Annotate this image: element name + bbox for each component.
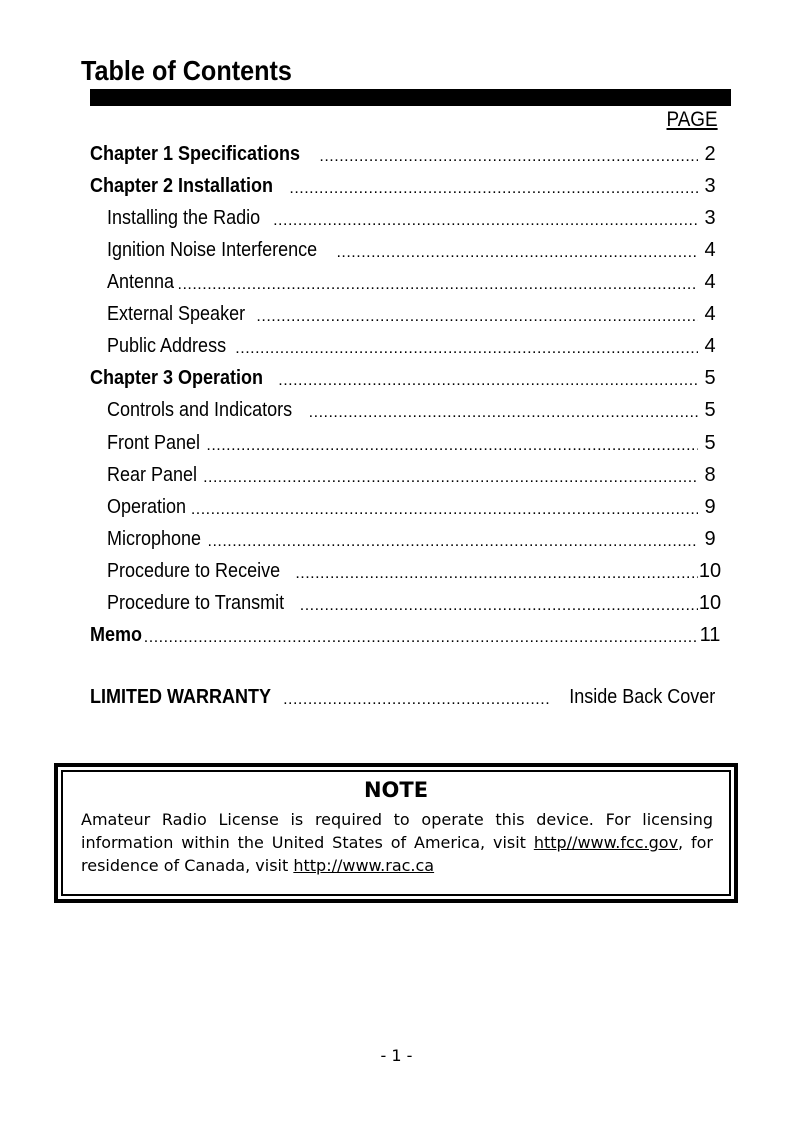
toc-entry-front-panel[interactable] [107,427,716,459]
warranty-label: LIMITED WARRANTY [90,685,271,708]
dot-leader [336,240,698,260]
dot-leader [283,687,549,707]
dot-leader [235,336,698,356]
title-divider-bar [90,89,731,106]
toc-entry-page: 4 [704,334,716,357]
toc-entry-public-address[interactable] [107,330,716,362]
toc-entry-label: Rear Panel [107,463,198,486]
note-box-inner-border [61,770,731,896]
toc-entry-ignition-noise[interactable] [107,234,716,266]
toc-entry-limited-warranty[interactable] [90,682,715,712]
toc-entry-controls-and-indicators[interactable] [107,394,716,426]
toc-entry-chapter-1[interactable] [90,138,716,170]
dot-leader [273,208,698,228]
toc-entry-page: 5 [704,431,716,454]
toc-entry-label: Procedure to Receive [107,559,281,582]
toc-entry-chapter-3[interactable] [90,362,716,394]
toc-entry-label: Microphone [107,527,202,550]
toc-entry-label: Procedure to Transmit [107,591,285,614]
toc-entry-page: 4 [704,270,716,293]
toc-entry-page: 5 [704,398,716,421]
toc-entry-page: 3 [704,174,716,197]
toc-entry-page: 2 [704,142,716,165]
toc-entry-page: 9 [704,527,716,550]
toc-entry-page: 11 [699,623,721,646]
dot-leader [278,368,698,388]
page-column-heading: PAGE [666,108,718,131]
toc-entry-label: Ignition Noise Interference [107,238,318,261]
toc-entry-label: Antenna [107,270,175,293]
toc-entry-microphone[interactable] [107,523,716,555]
toc-entry-label: Chapter 1 Specifications [90,142,301,165]
toc-entry-installing-the-radio[interactable] [107,202,716,234]
toc-entry-page: 10 [698,591,722,614]
dot-leader [203,465,698,485]
toc-entry-page: 9 [704,495,716,518]
toc-entry-label: Controls and Indicators [107,398,293,421]
dot-leader [208,529,698,549]
toc-entry-page: 5 [704,366,716,389]
note-title: NOTE [363,778,429,802]
toc-entry-antenna[interactable] [107,266,716,298]
toc-entry-label: Public Address [107,334,227,357]
toc-entry-label: Chapter 2 Installation [90,174,274,197]
toc-entry-label: Front Panel [107,431,201,454]
toc-entry-label: External Speaker [107,302,246,325]
toc-entry-page: 10 [698,559,722,582]
note-text: , for residence of Canada, visit [81,833,713,875]
rac-link[interactable]: http://www.rac.ca [293,856,435,875]
dot-leader [295,561,698,581]
toc-entry-label: Installing the Radio [107,206,261,229]
toc-entry-external-speaker[interactable] [107,298,716,330]
toc-entry-rear-panel[interactable] [107,459,716,491]
dot-leader [256,304,698,324]
toc-entry-procedure-to-receive[interactable] [107,555,722,587]
toc-entry-page: 3 [704,206,716,229]
dot-leader [309,400,698,420]
toc-entry-page: 4 [704,302,716,325]
page-number: - 1 - [380,1046,413,1065]
toc-entry-memo[interactable] [90,619,721,651]
dot-leader [191,497,698,517]
fcc-link[interactable]: http//www.fcc.gov [533,833,679,852]
toc-entry-page: 8 [704,463,716,486]
note-box [54,763,738,903]
page-title: Table of Contents [81,55,292,86]
dot-leader [178,272,698,292]
dot-leader [289,176,698,196]
dot-leader [300,593,698,613]
toc-entry-procedure-to-transmit[interactable] [107,587,722,619]
dot-leader [144,625,698,645]
toc-entry-label: Operation [107,495,187,518]
warranty-page: Inside Back Cover [568,685,715,708]
toc-entry-label: Chapter 3 Operation [90,366,264,389]
note-body [81,808,713,877]
dot-leader [206,433,698,453]
dot-leader [319,144,698,164]
toc-entry-chapter-2[interactable] [90,170,716,202]
note-text: Amateur Radio License is required to operate this device. For licensing information within the United States of America, visit [81,810,713,852]
toc-entry-label: Memo [90,623,143,646]
toc-entry-page: 4 [704,238,716,261]
toc-entry-operation[interactable] [107,491,716,523]
